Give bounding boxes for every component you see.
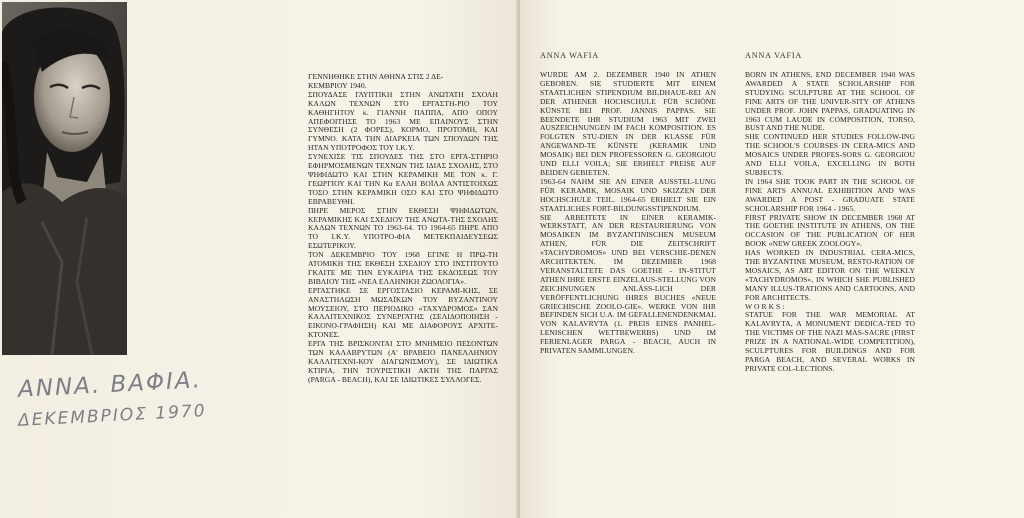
greek-biography-text: ΓΕΝΝΗΘΗΚΕ ΣΤΗΝ ΑΘΗΝΑ ΣΤΙΣ 2 ΔΕ- ΚΕΜΒΡΙΟΥ 1940. ΣΠΟΥΔΑΣΕ ΓΛΥΠΤΙΚΗ ΣΤΗΝ ΑΝΩΤΑΤΗ ΣΧΟΛΗ ΚΑΛΩΝ ΤΕΧΝΩΝ ΣΤΟ ΕΡΓΑΣΤΗ-ΡΙΟ ΤΟΥ ΚΑΘΗΓΗΤΟΥ κ. ΓΙΑΝΝΗ ΠΑΠΠΑ, ΑΠΟ ΟΠΟΥ ΑΠΕΦΟΙΤΗΣΕ ΤΟ 1963 ΜΕ ΕΠΑΙΝΟΥΣ ΣΤΗΝ ΣΥΝΘΕΣΗ (2 ΦΟΡΕΣ), ΚΟΡΜΟ, ΠΡΟΤΟΜΗ, ΚΑΙ ΓΥΜΝΟ. ΚΑΤΑ ΤΗΝ ΔΙΑΡΚΕΙΑ ΤΩΝ ΣΠΟΥΔΩΝ ΤΗΣ ΗΤΑΝ ΥΠΟΤΡΟΦΟΣ ΤΟΥ Ι.Κ.Υ. ΣΥΝΕΧΙΣΕ ΤΙΣ ΣΠΟΥΔΕΣ ΤΗΣ ΣΤΟ ΕΡΓΑ-ΣΤΗΡΙΟ ΕΦΗΡΜΟΣΜΕΝΩΝ ΤΕΧΝΩΝ ΤΗΣ ΙΔΙΑΣ ΣΧΟΛΗΣ, ΣΤΟ ΨΗΦΙΔΩΤΟ ΚΑΙ ΣΤΗΝ ΚΕΡΑΜΙΚΗ ΜΕ ΤΟΝ κ. Γ. ΓΕΩΡΓΙΟΥ ΚΑΙ ΤΗΝ Κα ΕΛΛΗ ΒΟΪΛΑ ΑΝΤΙΣΤΟΙΧΩΣ ΤΟΣΟ ΣΤΗΝ ΚΕΡΑΜΙΚΗ ΟΣΟ ΚΑΙ ΣΤΟ ΨΗΦΙΔΩΤΟ ΕΒΡΑΒΕΥΘΗ. ΠΗΡΕ ΜΕΡΟΣ ΣΤΗΝ ΕΚΘΕΣΗ ΨΗΦΙΔΩΤΩΝ, ΚΕΡΑΜΙΚΗΣ ΚΑΙ ΣΧΕΔΙΟΥ ΤΗΣ ΑΝΩΤΑ-ΤΗΣ ΣΧΟΛΗΣ ΚΑΛΩΝ ΤΕΧΝΩΝ ΤΟ 1963-64. ΤΟ 1964-65 ΠΗΡΕ ΑΠΟ ΤΟ Ι.Κ.Υ. ΥΠΟΤΡΟ-ΦΙΑ ΜΕΤΕΚΠΑΙΔΕΥΣΕΩΣ ΕΣΩΤΕΡΙΚΟΥ. ΤΟΝ ΔΕΚΕΜΒΡΙΟ ΤΟΥ 1968 ΕΓΙΝΕ Η ΠΡΩ-ΤΗ ΑΤΟΜΙΚΗ ΤΗΣ ΕΚΘΕΣΗ ΣΧΕΔΙΟΥ ΣΤΟ ΙΝΣΤΙΤΟΥΤΟ ΓΚΑΙΤΕ ΜΕ ΤΗΝ ΕΥΚΑΙΡΙΑ ΤΗΣ ΕΚΔΟΣΕΩΣ ΤΟΥ ΒΙΒΛΙΟΥ ΤΗΣ «ΝΕΑ ΕΛΛΗΝΙΚΗ ΖΩΟΛΟΓΙΑ». ΕΡΓΑΣΤΗΚΕ ΣΕ ΕΡΓΟΣΤΑΣΙΟ ΚΕΡΑΜΙ-ΚΗΣ, ΣΕ ΑΝΑΣΤΗΛΩΣΗ ΜΩΣΑΪΚΩΝ ΤΟΥ ΒΥΖΑΝΤΙΝΟΥ ΜΟΥΣΕΙΟΥ, ΣΤΟ ΠΕΡΙΟΔΙΚΟ «ΤΑΧΥΔΡΟΜΟΣ» ΣΑΝ ΚΑΛΛΙΤΕΧΝΙΚΟΣ ΣΥΝΕΡΓΑΤΗΣ (ΣΕΛΙΔΟΠΟΙΗΣΗ - ΕΙΚΟΝΟ-ΓΡΑΦΗΣΗ) ΚΑΙ ΜΕ ΔΙΑΦΟΡΟΥΣ ΑΡΧΙΤΕ-ΚΤΟΝΕΣ. ΕΡΓΑ ΤΗΣ ΒΡΙΣΚΟΝΤΑΙ ΣΤΟ ΜΝΗΜΕΙΟ ΠΕΣΟΝΤΩΝ ΤΩΝ ΚΑΛΑΒΡΥΤΩΝ (Α' ΒΡΑΒΕΙΟ ΠΑΝΕΛΛΗΝΙΟΥ ΚΑΛΛΙΤΕΧΝΙ-ΚΟΥ ΔΙΑΓΩΝΙΣΜΟΥ), ΣΕ ΙΔΙΩΤΙΚΑ ΚΤΙΡΙΑ, ΤΗΝ ΤΟΥΡΙΣΤΙΚΗ ΑΚΤΗ ΤΗΣ ΠΑΡΓΑΣ (PARGA - BEACH), ΚΑΙ ΣΕ ΙΔΙΩΤΙΚΕΣ ΣΥΛΛΟΓΕΣ. [308, 72, 498, 384]
handwritten-signature-date: ΔΕΚΕΜΒΡΙΟΣ 1970 [17, 401, 208, 431]
english-heading: ANNA VAFIA [745, 51, 803, 60]
artist-portrait-photo [2, 2, 127, 355]
german-heading: ANNA WAFIA [540, 51, 600, 60]
handwritten-signature-name: ΑΝΝΑ. ΒΑΦΙΑ. [17, 367, 203, 403]
portrait-image [2, 2, 127, 355]
german-biography-text: WURDE AM 2. DEZEMBER 1940 IN ATHEN GEBOREN. SIE STUDIERTE MIT EINEM STAATLICHEN STIPENDIUM BILDHAUE-REI AN DER ATHENER HOCHSCHULE FÜR SCHÖNE KÜNSTE BEI PROF. JANNIS PAPPAS. SIE BEENDETE IHR STUDIUM 1963 MIT ZWEI AUSZEICHNUNGEN IM FACH KOMPOSITION. ES FOLGTEN STU-DIEN IN DER KLASSE FÜR ANGEWAND-TE KÜNSTE (KERAMIK UND MOSAIK) BEI DEN PROFESSOREN G. GEORGIOU UND ELLI VOILA; SIE ERHIELT PREISE AUF BEIDEN GEBIETEN. 1963-64 NAHM SIE AN EINER AUSSTEL-LUNG FÜR KERAMIK, MOSAIK UND SKIZZEN DER HOCHSCHULE TEIL. 1964-65 ERHIELT SIE EIN STAATLICHES FORT-BILDUNGSSTIPENDIUM. SIE ARBEITETE IN EINER KERAMIK-WERKSTATT, AN DER RESTAURIERUNG VON MOSAIKEN IM BYZANTINISCHEN MUSEUM ATHEN, FÜR DIE ZEITSCHRIFT «TACHYDROMOS» UND BEI VERSCHIE-DENEN ARCHITEKTEN. IM DEZEMBER 1968 VERANSTALTETE DAS GOETHE - IN-STITUT ATHEN IHRE ERSTE EINZELAUS-STELLUNG VON ZEICHNUNGEN ANLÄSS-LICH DER VERÖFFENTLICHUNG IHRES BUCHES «NEUE GRIECHISCHE ZOOLO-GIE». WERKE VON IHR BEFINDEN SICH U.A. IM GEFALLENENDENKMAL VON KALAVRYTA (1. PREIS EINES PANHEL-LENISCHEN WETTBEWERBS) UND IM FERIENLAGER PARGA - BEACH, AUCH IN PRIVATEN SAMMLUNGEN. [540, 70, 716, 356]
english-biography-text: BORN IN ATHENS, END DECEMBER 1940 WAS AWARDED A STATE SCHOLARSHIP FOR STUDYING SCULPTURE AT THE SCHOOL OF FINE ARTS OF THE UNIVER-SITY OF ATHENS UNDER PROF. JOHN PAPPAS, GRADUATING IN 1963 CUM LAUDE IN COMPOSITION, TORSO, BUST AND THE NUDE. SHE CONTINUED HER STUDIES FOLLOW-ING THE SCHOOL'S COURSES IN CERA-MICS AND MOSAICS UNDER PROFES-SORS G. GEORGIOU AND ELLI VOILA, EXCELLING IN BOTH SUBJECTS. IN 1964 SHE TOOK PART IN THE SCHOOL OF FINE ARTS ANNUAL EXHIBITION AND WAS AWARDED A POST - GRADUATE STATE SCHOLARSHIP FOR 1964 - 1965. FIRST PRIVATE SHOW IN DECEMBER 1968 AT THE GOETHE INSTITUTE IN ATHENS, ON THE OCCASION OF THE PUBLICATION OF HER BOOK «NEW GREEK ZOOLOGY». HAS WORKED IN INDUSTRIAL CERA-MICS, THE BYZANTINE MUSEUM, RESTO-RATION OF MOSAICS, AS ART EDITOR ON THE WEEKLY «TACHYDROMOS», IN WHICH SHE PUBLISHED MANY ILLUS-TRATIONS AND CARTOONS, AND FOR ARCHITECTS. W O R K S : STATUE FOR THE WAR MEMORIAL AT KALAVRYTA, A MONUMENT DEDICA-TED TO THE VICTIMS OF THE NAZI MAS-SACRE (FIRST PRIZE IN A NATIONAL-WIDE COMPETITION), SCULPTURES FOR BUILDINGS AND FOR PARGA BEACH, AND SEVERAL WORKS IN PRIVATE COL-LECTIONS. [745, 70, 915, 373]
